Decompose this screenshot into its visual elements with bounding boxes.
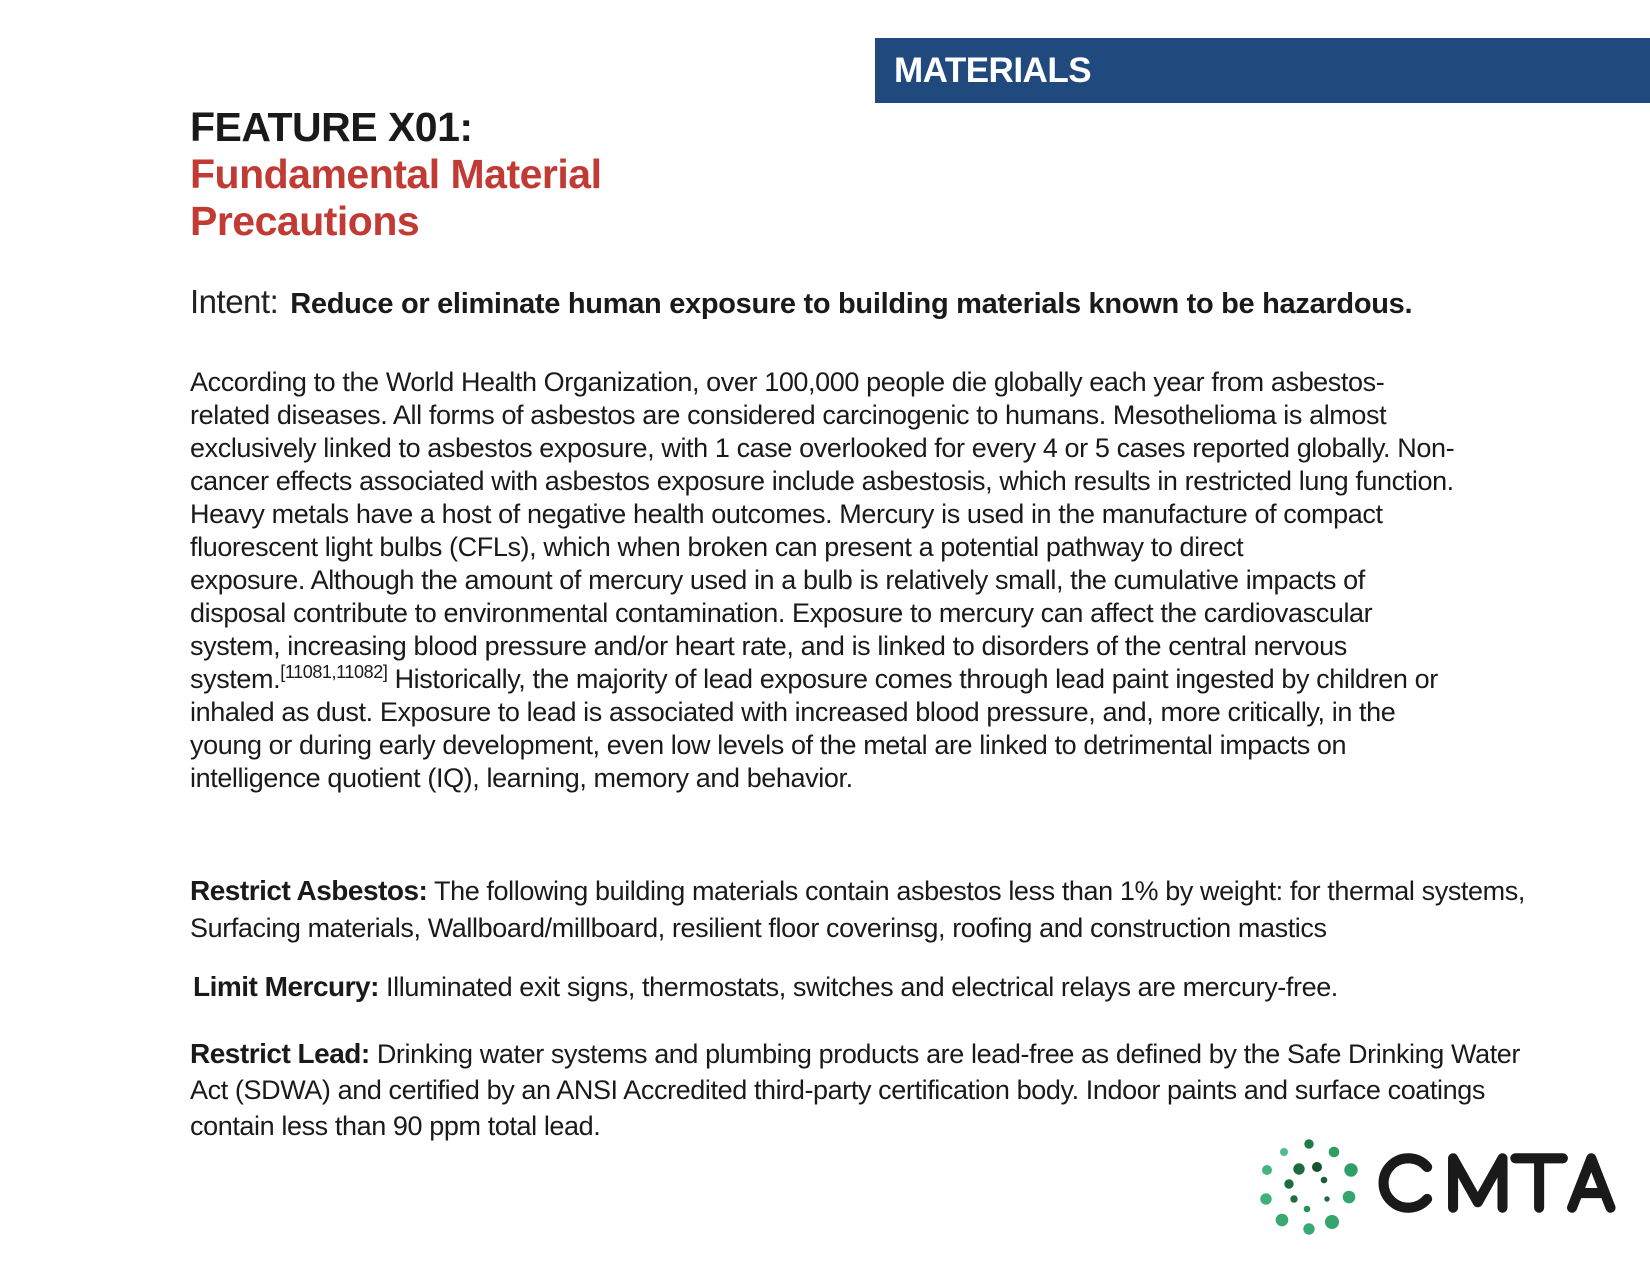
- limit-mercury-label: Limit Mercury:: [193, 971, 379, 1002]
- limit-mercury-text: Illuminated exit signs, thermostats, switches and electrical relays are mercury-free.: [378, 972, 1338, 1002]
- cmta-logo: [1250, 1128, 1620, 1248]
- body-line: inhaled as dust. Exposure to lead is associated with increased blood pressure, and, more critically, in the: [190, 697, 1396, 727]
- section-line: [190, 872, 1525, 910]
- body-line: disposal contribute to environmental contamination. Exposure to mercury can affect the cardiovascular: [190, 598, 1373, 628]
- section-restrict-asbestos: [190, 872, 1525, 947]
- intent-label: Intent:: [190, 283, 279, 320]
- body-line: intelligence quotient (IQ), learning, memory and behavior.: [190, 763, 853, 793]
- intent-line: [190, 283, 1412, 321]
- body-line: Heavy metals have a host of negative health outcomes. Mercury is used in the manufacture of compact: [190, 499, 1383, 529]
- body-line-with-citation: [190, 663, 1454, 696]
- restrict-lead-text: Drinking water systems and plumbing products are lead-free as defined by the Safe Drinking Water: [369, 1039, 1521, 1069]
- body-line: exclusively linked to asbestos exposure, with 1 case overlooked for every 4 or 5 cases reported globally. Non-: [190, 433, 1455, 463]
- cmta-dots-icon: [1250, 1130, 1368, 1245]
- feature-title: [190, 104, 601, 245]
- intent-text: Reduce or eliminate human exposure to building materials known to be hazardous.: [290, 288, 1413, 320]
- materials-banner: [875, 38, 1650, 103]
- cmta-wordmark: [1378, 1150, 1616, 1216]
- cmta-logo-text: [1250, 1128, 1251, 1129]
- restrict-lead-label: Restrict Lead:: [190, 1038, 370, 1069]
- section-line: Act (SDWA) and certified by an ANSI Accredited third-party certification body. Indoor paints and surface coatings: [190, 1075, 1485, 1105]
- restrict-asbestos-label: Restrict Asbestos:: [190, 875, 428, 906]
- body-line: related diseases. All forms of asbestos are considered carcinogenic to humans. Mesothelioma is almost: [190, 400, 1387, 430]
- feature-name-line1: Fundamental Material: [190, 151, 602, 197]
- body-line: system, increasing blood pressure and/or heart rate, and is linked to disorders of the central nervous: [190, 631, 1347, 661]
- feature-number: FEATURE X01:: [190, 104, 473, 150]
- section-line: [193, 968, 1338, 1006]
- body-line: exposure. Although the amount of mercury used in a bulb is relatively small, the cumulative impacts of: [190, 565, 1365, 595]
- body-line: fluorescent light bulbs (CFLs), which when broken can present a potential pathway to direct: [190, 532, 1244, 562]
- body-line: cancer effects associated with asbestos exposure include asbestosis, which results in restricted lung function.: [190, 466, 1454, 496]
- body-line: young or during early development, even low levels of the metal are linked to detrimental impacts on: [190, 730, 1347, 760]
- body-line-pre: system.: [190, 664, 281, 694]
- section-line: Surfacing materials, Wallboard/millboard, resilient floor coverinsg, roofing and construction mastics: [190, 913, 1327, 943]
- body-line: According to the World Health Organization, over 100,000 people die globally each year from asbestos-: [190, 367, 1385, 397]
- section-line: contain less than 90 ppm total lead.: [190, 1111, 601, 1141]
- body-paragraph: [190, 366, 1454, 795]
- citation-superscript: [11081,11082]: [280, 662, 388, 682]
- body-line-post: Historically, the majority of lead exposure comes through lead paint ingested by children or: [387, 664, 1438, 694]
- banner-label: MATERIALS: [894, 50, 1092, 90]
- section-line: [190, 1036, 1520, 1072]
- section-limit-mercury: [193, 968, 1338, 1006]
- restrict-asbestos-text: The following building materials contain asbestos less than 1% by weight: for thermal systems,: [427, 876, 1525, 906]
- feature-name-line2: Precautions: [190, 198, 420, 244]
